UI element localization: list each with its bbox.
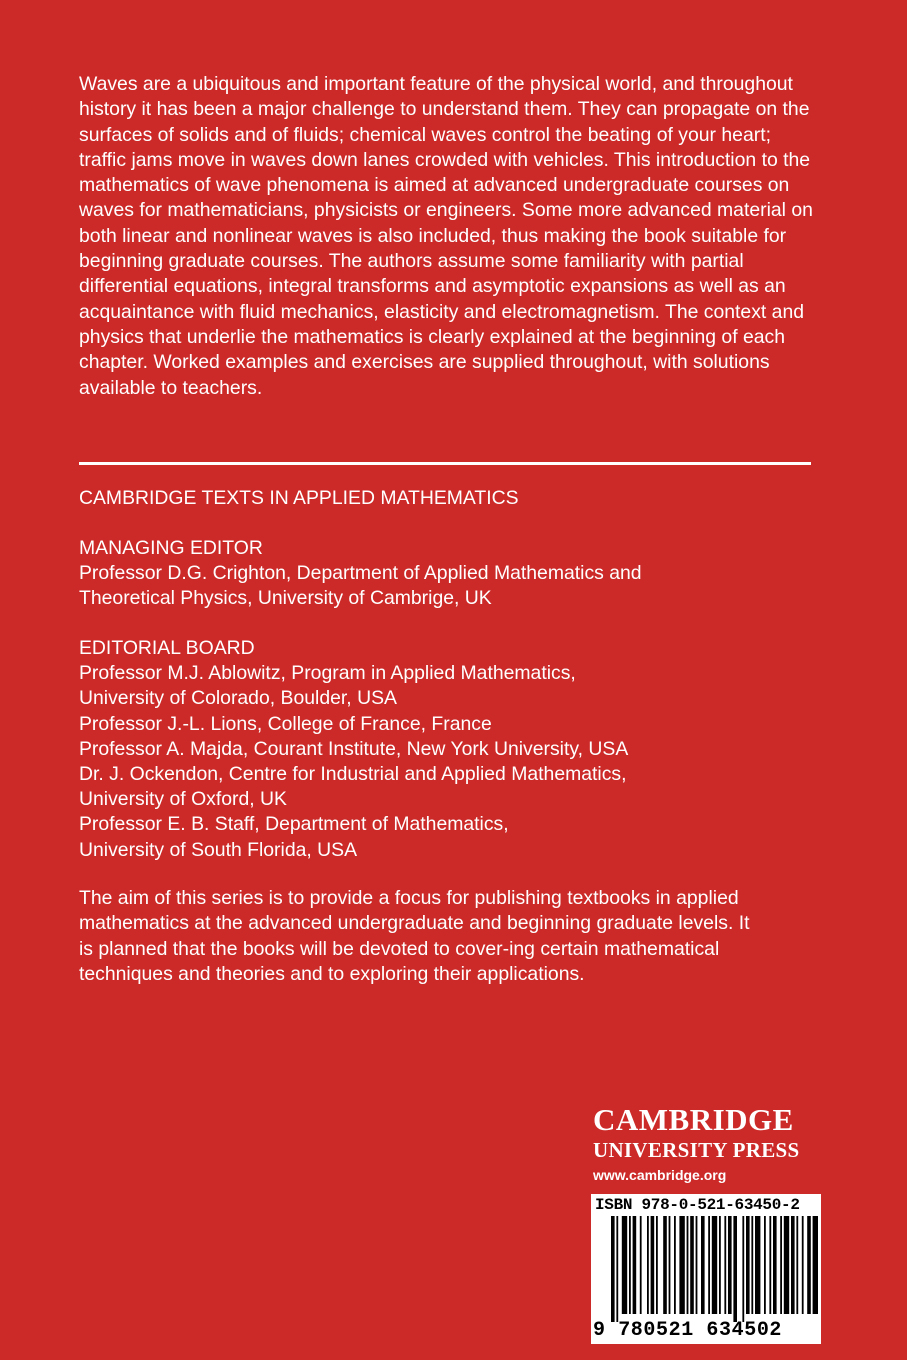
editorial-board-line: Professor M.J. Ablowitz, Program in Applied Mathematics, (79, 662, 576, 685)
editorial-board-line: Dr. J. Ockendon, Centre for Industrial and Applied Mathematics, (79, 763, 627, 786)
barcode-digits: 9 780521 634502 (593, 1319, 783, 1342)
publisher-url: www.cambridge.org (593, 1167, 727, 1183)
barcode-bar (708, 1216, 710, 1314)
managing-editor-heading: MANAGING EDITOR (79, 537, 263, 559)
barcode-bar (780, 1216, 782, 1314)
publisher-logo (593, 1104, 825, 1184)
managing-editor-section (79, 536, 642, 612)
barcode-bar (663, 1216, 667, 1314)
editorial-board-line: Professor E. B. Staff, Department of Mathematics, (79, 813, 509, 836)
editorial-board-line: University of Colorado, Boulder, USA (79, 687, 397, 710)
barcode-bar (647, 1216, 649, 1314)
barcode-bar (616, 1216, 618, 1322)
divider-rule (79, 462, 811, 465)
publisher-press: UNIVERSITY PRESS (593, 1138, 800, 1162)
series-title: CAMBRIDGE TEXTS IN APPLIED MATHEMATICS (79, 487, 519, 509)
barcode-bar (807, 1216, 811, 1314)
barcode-bar (784, 1216, 789, 1314)
barcode-bar (724, 1216, 726, 1314)
editorial-board-line: University of South Florida, USA (79, 838, 358, 861)
barcode-bar (656, 1216, 658, 1314)
barcode-bar (719, 1216, 721, 1314)
barcode-bar (773, 1216, 777, 1314)
publisher-name: CAMBRIDGE (593, 1102, 794, 1137)
editorial-board-line: Professor A. Majda, Courant Institute, New York University, USA (79, 737, 629, 760)
barcode-bar (633, 1216, 637, 1314)
barcode-bar (755, 1216, 760, 1314)
isbn-barcode (591, 1194, 821, 1344)
editorial-board-heading: EDITORIAL BOARD (79, 637, 255, 659)
barcode-bar (690, 1216, 694, 1314)
barcode-bar (712, 1216, 717, 1314)
barcode-bar (696, 1216, 698, 1314)
barcode-bar (769, 1216, 771, 1314)
managing-editor-line: Theoretical Physics, University of Cambrige, UK (79, 587, 492, 610)
barcode-bar (640, 1216, 642, 1314)
barcode-bar (651, 1216, 655, 1314)
barcode-bar (629, 1216, 631, 1314)
barcode-bar (728, 1216, 732, 1314)
editorial-board-section (79, 636, 628, 863)
isbn-label: ISBN 978-0-521-63450-2 (595, 1196, 800, 1214)
barcode-bar (813, 1216, 818, 1314)
barcode-bar (679, 1216, 684, 1314)
barcode-bar (746, 1216, 750, 1314)
barcode-bar (802, 1216, 804, 1314)
editorial-board-line: Professor J.-L. Lions, College of France, France (79, 712, 492, 735)
barcode-bar (674, 1216, 676, 1314)
barcode-bar (764, 1216, 766, 1314)
barcode-bar (796, 1216, 798, 1314)
barcode-bar (751, 1216, 753, 1314)
barcode-bar (791, 1216, 795, 1314)
barcode-bars-icon (591, 1216, 821, 1322)
barcode-bar (733, 1216, 737, 1322)
editorial-board-line: University of Oxford, UK (79, 788, 287, 811)
barcode-bar (742, 1216, 744, 1322)
barcode-bar (669, 1216, 671, 1314)
managing-editor-line: Professor D.G. Crighton, Department of Applied Mathematics and (79, 562, 642, 585)
barcode-bar (611, 1216, 615, 1322)
barcode-bar (622, 1216, 627, 1314)
book-blurb: Waves are a ubiquitous and important feature of the physical world, and throughout history it has been a major challenge to understand them. They can propagate on the surfaces of solids and of fluids; chemical waves control the beating of your heart; traffic jams move in waves down lanes crowded with vehicles. This introduction to the mathematics of wave phenomena is aimed at advanced undergraduate courses on waves for mathematicians, physicists or engineers. Some more advanced material on both linear and nonlinear waves is also included, thus making the book suitable for beginning graduate courses. The authors assume some familiarity with partial differential equations, integral transforms and asymptotic expansions as well as an acquaintance with fluid mechanics, elasticity and electromagnetism. The context and physics that underlie the mathematics is clearly explained at the beginning of each chapter. Worked examples and exercises are supplied throughout, with solutions available to teachers. (79, 73, 813, 399)
series-aim-text: The aim of this series is to provide a focus for publishing textbooks in applied mathematics at the advanced undergraduate and beginning graduate levels. It is planned that the books will be devoted to cover-ing certain mathematical techniques and theories and to exploring their applications. (79, 887, 750, 985)
barcode-bar (701, 1216, 705, 1314)
barcode-bar (687, 1216, 689, 1314)
